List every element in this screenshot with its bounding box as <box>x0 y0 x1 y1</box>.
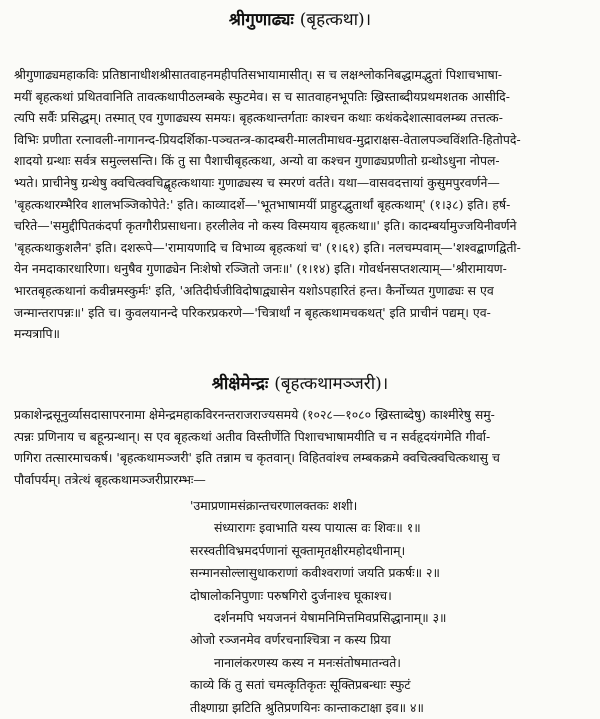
verse-block <box>190 495 590 719</box>
text-line: णगिरा तत्सारमाचकर्ष। 'बृहत्कथामञ्जरी' इति तन्नाम च कृतवान्। विहितवांश्च लम्बकक्रमे क्वचित्क्वचित्कथासु च <box>14 450 500 466</box>
verse-line: 'उमाप्रणामसंक्रान्तचरणालक्तकः शशी। <box>190 498 358 513</box>
verse-line: सन्मानसोल्लासुधाकराणां कवीश्वराणां जयति प्रकर्षः॥ २॥ <box>190 565 440 581</box>
text-line: जन्मान्तरापन्नः॥' इति च। कुवलयानन्दे परिकरप्रकरणे—'चित्रार्थां न बृहत्कथामचकथत्' इति प्राचीनं पद्यम्। एव- <box>14 304 491 320</box>
verse-line: दोषालोकनिपुणाः परुषगिरो दुर्जनाश्च घूकाश्च। <box>190 587 392 603</box>
text-line: भ्यते। प्राचीनेषु ग्रन्थेषु क्वचित्क्वचिद्बृहत्कथायाः गुणाढ्यस्य च स्मरणं वर्तते। यथा—वासवदत्तायां कुसुमपुरवर्णने— <box>14 174 500 190</box>
text-line: श्रीगुणाढ्यमहाकविः प्रतिष्ठानाधीशश्रीसातवाहनमहीपतिसभायामासीत्। स च लक्षश्लोकनिबद्धामद्भुतां पिशाचभाषा- <box>14 67 503 82</box>
verse-line: दर्शनमपि भयजननं येषामनिमित्तमिवप्रसिद्धानाम्॥ ३॥ <box>214 610 447 626</box>
text-line: त्पन्नः प्रणिनाय च बहून्प्रन्थान्। स एव बृहत्कथां अतीव विस्तीर्णेति पिशाचभाषामयीति च न सर्वहृदयंगमेति गीर्वा- <box>14 428 491 444</box>
paragraph-gunadhya <box>14 64 590 345</box>
text-line: मन्यत्रापि॥ <box>14 326 60 342</box>
verse-line: काव्ये किं तु सतां चमत्कृतिकृतः सूक्तिप्रबन्धाः स्फुटं <box>190 677 411 693</box>
paragraph-kshemendra <box>14 404 590 490</box>
verse-line: तीक्ष्णाग्रा झटिति श्रुतिप्रणयिनः कान्ताकटाक्षा इव॥ ४॥ <box>190 699 424 715</box>
text-line: येन नमदाकारधारिणा। धनुषैव गुणाढ्येन निःशेषो रञ्जितो जनः॥' (१।१४) इति। गोवर्धनसप्तशत्याम्—'श्रीरामायण- <box>14 261 507 277</box>
text-line: चरिते—'समुद्दीपितकंदर्पा कृतगौरीप्रसाधना। हरलीलेव नो कस्य विस्मयाय बृहत्कथा॥' इति। कादम्बर्यामुज्जयिनीवर्णने <box>14 218 517 234</box>
text-line: शादयो ग्रन्थाः सर्वत्र समुल्लसन्ति। किं तु सा पैशाचीबृहत्कथा, अन्यो वा कश्चन गुणाढ्यप्रणीतो ग्रन्थोऽधुना नोपल- <box>14 153 500 169</box>
heading-sub: (बृहत्कथा)। <box>299 10 372 30</box>
section-title-gunadhya <box>0 10 600 30</box>
text-line: मयीं बृहत्कथां प्रथितवानिति तावत्कथापीठलम्बके स्फुटमेव। स च सातवाहनभूपतिः ख्रिस्ताब्दीयप्रथमशतक आसीदि- <box>14 88 510 104</box>
verse-line: ओजो रञ्जनमेव वर्णरचनाश्चित्रा न कस्य प्रिया <box>190 632 391 648</box>
text-line: 'बृहत्कथाकुशलैन' इति। दशरूपे—'रामायणादि च विभाव्य बृहत्कथां च' (१।६१) इति। नलचम्पवाम्—'शश्वद्बाणद्विती- <box>14 239 521 255</box>
text-line: पौर्वापर्यम्। तत्रेत्थं बृहत्कथामञ्जरीप्रारम्भः— <box>14 471 206 487</box>
text-line: त्यपि सर्वैः प्रसिद्धम्। तस्मात् एव गुणाढ्यस्य समयः। बृहत्कथान्तर्गताः काश्चन कथाः कथंकदेशात्सावलम्ब्य तत्तत्क- <box>14 110 503 126</box>
heading-main: श्रीक्षेमेन्द्रः <box>211 374 269 394</box>
text-line: प्रकाशेन्द्रसूनुर्व्यासदासापरनामा क्षेमेन्द्रमहाकविरनन्तराजराज्यसमये (१०२८—१०८० ख्रिस्ताब्देषु) काश्मीरेषु समु- <box>14 407 495 422</box>
text-line: विभिः प्रणीता रत्नावली-नागानन्द-प्रियदर्शिका-पञ्चतन्त्र-कादम्बरी-मालतीमाधव-मुद्राराक्षस-वेतालपञ्चविंशति-हितोपदे- <box>14 131 521 147</box>
text-line: 'बृहत्कथारम्भैरिव शालभञ्जिकोपेते:' इति। काव्यादर्शे—'भूतभाषामयीं प्राहुरद्भुतार्थां बृहत्कथाम्' (१।३८) इति। हर्ष- <box>14 196 511 212</box>
verse-line: सरस्वतीविभ्रमदर्पणानां सूक्तामृतक्षीरमहोदधीनाम्। <box>190 542 406 558</box>
heading-sub: (बृहत्कथामञ्जरी)। <box>274 374 389 394</box>
section-title-kshemendra <box>0 374 600 394</box>
text-line: भारतबृहत्कथानां कवीन्नमस्कुर्मः' इति, 'अतिदीर्घजीविदोषाद्व्यासेन यशोऽपहारितं हन्त। कैर्नोच्यत गुणाढ्यः स एव <box>14 282 494 298</box>
verse-line: संध्यारागः इवाभाति यस्य पायात्स वः शिवः॥ १॥ <box>214 520 421 536</box>
heading-main: श्रीगुणाढ्यः <box>228 10 294 30</box>
verse-line: नानालंकरणस्य कस्य न मनःसंतोषमातन्वते। <box>214 654 401 670</box>
